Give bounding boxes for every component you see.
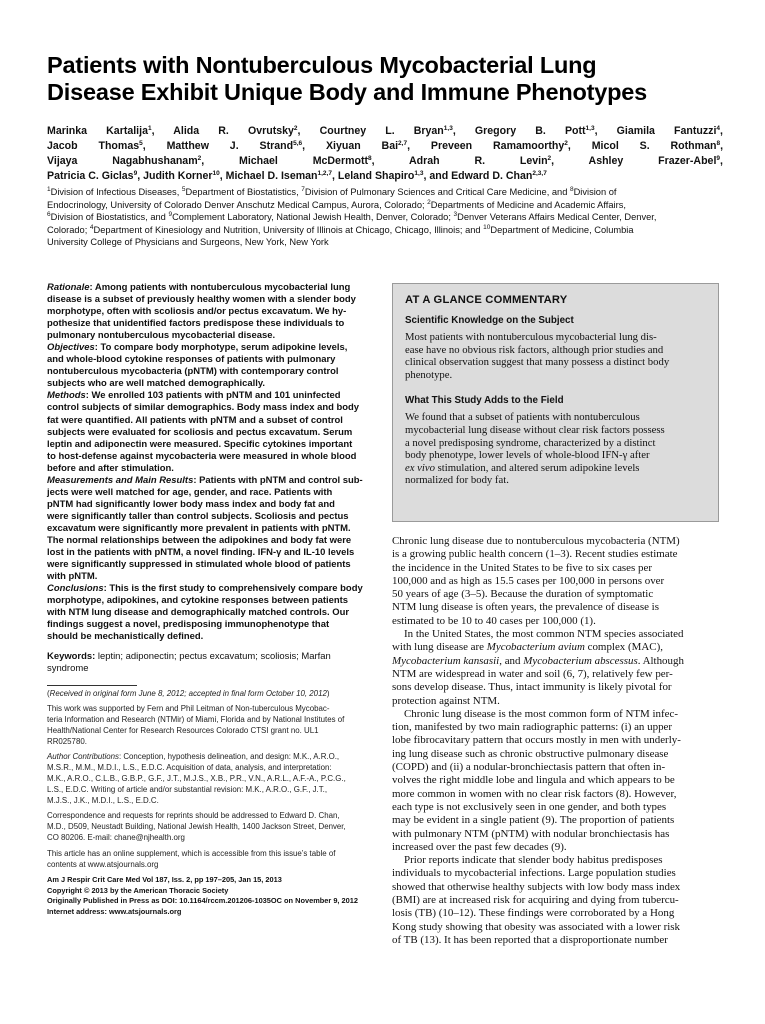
text-run: : Patients with pNTM and control sub- bbox=[193, 474, 363, 486]
text-line bbox=[47, 726, 363, 737]
author-affiliation-mark: 2 bbox=[547, 155, 552, 162]
text-run: control subjects of similar demographics. Body mass index and body bbox=[47, 402, 360, 414]
footnotes bbox=[47, 689, 363, 871]
text-line bbox=[47, 833, 363, 844]
body-paragraph bbox=[392, 628, 720, 708]
footnote-funding bbox=[47, 704, 363, 747]
text-run: fat were quantified. All patients with pNTM and a subset of control bbox=[47, 414, 343, 426]
author-name: Ashley Frazer-Abel bbox=[588, 155, 717, 167]
text-run: Kong study showing that obesity was associated with a lower risk bbox=[392, 920, 680, 933]
emphasis-text: Mycobacterium avium bbox=[486, 641, 585, 654]
text-line bbox=[392, 601, 720, 614]
text-line bbox=[405, 344, 706, 357]
text-line bbox=[47, 523, 363, 535]
text-run: This article has an online supplement, which is accessible from this issue’s table of bbox=[47, 848, 336, 858]
article-title bbox=[47, 52, 727, 106]
affiliation-text: Division of Biostatistics, and bbox=[50, 212, 169, 223]
text-run: M.D., D509, Neustadt Building, National Jewish Health, 1400 Jackson Street, Denver, bbox=[47, 822, 346, 832]
text-run: mycobacterial lung disease without clear risk factors possess bbox=[405, 423, 665, 436]
emphasis-text: Author Contributions bbox=[47, 752, 119, 762]
text-run: with NTM lung disease and demographically matched controls. Our bbox=[47, 607, 350, 619]
emphasis-text: Measurements and Main Results bbox=[47, 474, 194, 486]
text-run: Chronic lung disease is the most common form of NTM infec- bbox=[404, 707, 678, 720]
affiliation-text: Division of Infectious Diseases, bbox=[50, 187, 182, 197]
author-name: Gregory B. Pott bbox=[474, 125, 586, 137]
affiliation-text: Colorado; bbox=[47, 224, 90, 235]
emphasis-text: Mycobacterium abscessus bbox=[523, 654, 638, 667]
affiliation-mark: 2 bbox=[427, 198, 431, 206]
text-run: 50 years of age (3–5). Because the duration of symptomatic bbox=[392, 588, 654, 601]
affiliation-text: Departments of Medicine and Academic Affairs, bbox=[430, 199, 626, 210]
text-run: excavatum were significantly more prevalent in patients with pNTM. bbox=[47, 522, 351, 534]
title-line: Patients with Nontuberculous Mycobacterial Lung bbox=[47, 52, 597, 78]
emphasis-text: Methods bbox=[47, 390, 86, 402]
author-name: and Edward D. Chan bbox=[429, 170, 533, 182]
text-run: of TB (13). It has been reported that a disproportionate number bbox=[392, 933, 668, 946]
author-name: Courtney L. Bryan bbox=[319, 125, 444, 137]
text-line bbox=[47, 785, 363, 796]
author-affiliation-mark: 2 bbox=[564, 140, 568, 147]
glance-paragraph bbox=[405, 411, 706, 487]
author-name: Alida R. Ovrutsky bbox=[173, 125, 294, 137]
text-line bbox=[47, 318, 363, 330]
text-run: : Among patients with nontuberculous mycobacterial lung bbox=[89, 282, 351, 293]
text-run: volves the right middle lobe and lingula and which appears to be bbox=[392, 774, 675, 787]
affiliation-text: University College of Physicians and Surgeons, New York, New York bbox=[47, 237, 329, 248]
text-line bbox=[47, 774, 363, 785]
affiliation-line bbox=[47, 236, 723, 249]
text-run: NTM are widespread in water and soil (6, 7), relatively few per- bbox=[392, 667, 673, 680]
title-line: Disease Exhibit Unique Body and Immune Phenotypes bbox=[47, 79, 648, 105]
author-affiliation-mark: 9 bbox=[716, 155, 721, 162]
text-line bbox=[405, 449, 706, 462]
author-affiliation-mark: 1,3 bbox=[414, 170, 424, 177]
at-a-glance-box bbox=[392, 283, 719, 522]
author-name: Jacob Thomas bbox=[47, 140, 140, 152]
glance-heading: AT A GLANCE COMMENTARY bbox=[405, 294, 568, 306]
text-run: , and bbox=[499, 654, 524, 667]
text-run: normalized for body fat. bbox=[405, 474, 509, 487]
keywords-label: Keywords: bbox=[47, 651, 96, 663]
text-line bbox=[392, 841, 720, 854]
author-affiliation-mark: 1,2,7 bbox=[317, 170, 332, 177]
author-affiliation-mark: 1,3 bbox=[585, 125, 595, 132]
text-line bbox=[47, 547, 363, 559]
text-run: Most patients with nontuberculous mycobacterial lung dis- bbox=[405, 331, 657, 343]
author-affiliation-mark: 5,6 bbox=[293, 140, 303, 147]
text-run: pNTM had significantly lower body mass index and body fat and bbox=[47, 498, 335, 510]
affiliation-mark: 10 bbox=[483, 223, 491, 231]
affiliation-mark: 3 bbox=[453, 211, 458, 219]
text-line bbox=[405, 474, 706, 487]
affiliation-mark: 8 bbox=[569, 186, 574, 193]
text-line bbox=[392, 548, 720, 561]
text-run: sons develop disease. Thus, intact immunity is likely pivotal for bbox=[392, 681, 672, 694]
affiliation-mark: 1 bbox=[47, 186, 51, 193]
keywords-text: leptin; adiponectin; pectus excavatum; scoliosis; Marfan bbox=[95, 651, 331, 663]
text-line bbox=[392, 934, 720, 947]
text-run: morphotype, adipokines, and cytokine responses between patients bbox=[47, 595, 349, 607]
text-run: to host-defense against mycobacteria were measured in whole blood bbox=[47, 450, 357, 462]
text-run: pulmonary nontuberculous mycobacterial disease. bbox=[47, 330, 276, 342]
author-name: Judith Korner bbox=[143, 170, 213, 182]
text-line bbox=[47, 451, 363, 463]
text-run: were significantly suppressed in stimulated whole blood of patients bbox=[47, 559, 351, 571]
footnote-supplement bbox=[47, 849, 363, 871]
author-affiliation-mark: 1,3 bbox=[443, 125, 453, 132]
author-line: Vijaya Nagabhushanam$^2$, Michael McDermott$^8$, Adrah R. Levin$^2$, Ashley Frazer-Abel$^9$, bbox=[47, 155, 723, 167]
affiliation-mark: 7 bbox=[301, 186, 305, 193]
text-run: : To compare body morphotype, serum adipokine levels, bbox=[94, 342, 348, 354]
text-line bbox=[47, 619, 363, 631]
text-line bbox=[47, 427, 363, 439]
text-line bbox=[47, 559, 363, 571]
text-run: M.K., A.R.O., C.L.B., G.B.P., G.F., J.T., M.J.S., X.B., P.R., V.N., A.R.L., A.F.-A., P.C.G., bbox=[47, 774, 346, 784]
text-line bbox=[392, 801, 720, 814]
text-run: contents at www.atsjournals.org bbox=[47, 859, 159, 869]
text-run: NTM lung disease is often years, the prevalence of disease is bbox=[392, 601, 659, 614]
text-line bbox=[47, 487, 363, 499]
text-line bbox=[47, 752, 363, 763]
author-affiliation-mark: 1 bbox=[147, 125, 152, 132]
text-run: with pNTM. bbox=[47, 571, 98, 583]
affiliation-text: Division of bbox=[573, 187, 617, 197]
affiliation-line bbox=[47, 186, 723, 199]
citation-journal: Am J Respir Crit Care Med Vol 187, Iss. 2, pp 197–205, Jan 15, 2013 bbox=[47, 875, 282, 885]
text-line bbox=[47, 415, 363, 427]
affiliation-mark: 4 bbox=[89, 223, 94, 231]
text-run: CO 80206. E-mail: chane@njhealth.org bbox=[47, 833, 185, 843]
emphasis-text: Rationale bbox=[47, 282, 90, 293]
text-line bbox=[392, 668, 720, 681]
text-line bbox=[47, 607, 363, 619]
text-line bbox=[47, 306, 363, 318]
text-line bbox=[47, 715, 363, 726]
text-run: is a growing public health concern (1–3). Recent studies estimate bbox=[392, 548, 678, 561]
keywords-text: syndrome bbox=[47, 663, 89, 675]
text-line bbox=[405, 437, 706, 450]
text-run: nontuberculous mycobacteria (pNTM) with contemporary control bbox=[47, 366, 339, 378]
text-line bbox=[47, 763, 363, 774]
author-line: Jacob Thomas$^5$, Matthew J. Strand$^{5,6}$, Xiyuan Bai$^{2,7}$, Preveen Ramamoorthy$^2$, Micol S. Rothman$^8$, bbox=[47, 140, 724, 152]
text-run: 100,000 and as high as 15.5 cases per 100,000 in persons over bbox=[392, 574, 665, 587]
author-affiliation-mark: 8 bbox=[368, 155, 372, 162]
affiliation-text: Department of Kinesiology and Nutrition, University of Illinois at Chicago, Chicago, Illinois; and bbox=[93, 224, 484, 235]
text-run: losis (TB) (10–12). These findings were corroborated by a Hong bbox=[392, 907, 675, 920]
text-run: L.S., E.D.C. Writing of article and/or substantial revision: M.K., A.R.O., G.F., J.T., bbox=[47, 784, 328, 794]
text-run: individuals to mycobacterial infections. Large population studies bbox=[392, 867, 676, 880]
author-name: Xiyuan Bai bbox=[325, 140, 399, 152]
author-name: Vijaya Nagabhushanam bbox=[47, 155, 198, 167]
footnote-received bbox=[47, 689, 363, 700]
text-run: disease is a subset of previously healthy women with a slender body bbox=[47, 294, 356, 306]
body-text bbox=[392, 535, 720, 947]
text-line bbox=[47, 499, 363, 511]
author-affiliation-mark: 2 bbox=[293, 125, 298, 132]
text-run: : This is the first study to comprehensively compare body bbox=[103, 583, 363, 595]
text-run: Correspondence and requests for reprints should be addressed to Edward D. Chan, bbox=[47, 811, 340, 821]
author-name: Leland Shapiro bbox=[337, 170, 415, 182]
author-name: Matthew J. Strand bbox=[166, 140, 294, 152]
emphasis-text: Mycobacterium kansasii bbox=[392, 654, 500, 667]
text-run: phenotype. bbox=[405, 368, 453, 381]
author-affiliation-mark: 4 bbox=[716, 125, 721, 132]
author-affiliation-mark: 2,7 bbox=[398, 140, 408, 147]
text-line bbox=[405, 411, 706, 424]
text-run: ) bbox=[326, 688, 330, 698]
text-line bbox=[47, 390, 363, 402]
text-line bbox=[405, 462, 706, 475]
text-run: lobe fibrocavitary pattern that occurs mostly in men with underly- bbox=[392, 734, 681, 747]
text-line bbox=[47, 463, 363, 475]
text-run: estimated to be 10 to 40 cases per 100,000 (1). bbox=[392, 614, 596, 627]
affiliation-text: Division of Pulmonary Sciences and Critical Care Medicine, and bbox=[304, 187, 570, 197]
affiliation-text: Denver Veterans Affairs Medical Center, Denver, bbox=[457, 212, 657, 223]
footnote-correspondence bbox=[47, 811, 363, 843]
text-line bbox=[392, 748, 720, 761]
text-line bbox=[47, 583, 363, 595]
text-line bbox=[47, 849, 363, 860]
text-run: Health/National Center for Research Resources Colorado CTSI grant no. UL1 bbox=[47, 725, 319, 735]
emphasis-text: Received in original form June 8, 2012; accepted in final form October 10, 2012 bbox=[49, 688, 327, 698]
text-line bbox=[392, 881, 720, 894]
footnote-divider bbox=[47, 685, 137, 686]
text-line bbox=[392, 615, 720, 628]
glance-subheading: What This Study Adds to the Field bbox=[405, 395, 564, 407]
text-line bbox=[47, 822, 363, 833]
text-line bbox=[392, 761, 720, 774]
text-line bbox=[392, 894, 720, 907]
body-paragraph bbox=[392, 854, 720, 947]
text-line bbox=[47, 535, 363, 547]
author-affiliation-mark: 5 bbox=[139, 140, 143, 147]
affiliation-text: Endocrinology, University of Colorado Denver Anschutz Medical Campus, Aurora, Colorado; bbox=[47, 199, 428, 210]
author-name: Preveen Ramamoorthy bbox=[430, 140, 565, 152]
text-line bbox=[392, 828, 720, 841]
left-column bbox=[47, 282, 363, 917]
text-run: ing lung disease such as chronic obstructive pulmonary disease bbox=[392, 747, 669, 760]
text-line bbox=[392, 854, 720, 867]
text-run: ( bbox=[47, 688, 50, 698]
text-line bbox=[47, 366, 363, 378]
author-affiliation-mark: 2,3,7 bbox=[532, 170, 547, 177]
text-run: morphotype, often with scoliosis and/or pectus excavatum. We hy- bbox=[47, 306, 347, 318]
text-line bbox=[47, 511, 363, 523]
text-line bbox=[47, 737, 363, 748]
text-run: The normal relationships between the adipokines and body fat were bbox=[47, 534, 352, 546]
text-run: : We enrolled 103 patients with pNTM and 101 uninfected bbox=[85, 390, 341, 402]
text-run: more common in women with no clear risk factors (8). However, bbox=[392, 787, 677, 800]
text-line bbox=[47, 294, 363, 306]
text-line bbox=[392, 535, 720, 548]
author-affiliation-mark: 2 bbox=[197, 155, 202, 162]
text-line bbox=[47, 631, 363, 643]
abstract bbox=[47, 282, 363, 643]
text-line bbox=[392, 575, 720, 588]
text-line bbox=[405, 369, 706, 382]
text-line bbox=[392, 628, 720, 641]
footnote-contributions bbox=[47, 752, 363, 806]
text-run: Chronic lung disease due to nontuberculous mycobacteria (NTM) bbox=[392, 535, 680, 547]
text-line bbox=[392, 734, 720, 747]
author-name: Michael McDermott bbox=[239, 155, 369, 167]
affiliation-mark: 9 bbox=[168, 211, 173, 219]
text-run: clinical observation suggest that many possess a distinct body bbox=[405, 356, 670, 369]
text-run: complex (MAC), bbox=[584, 641, 663, 654]
text-run: leptin and adiponectin were measured. Specific cytokines important bbox=[47, 438, 353, 450]
affiliation-text: Complement Laboratory, National Jewish Health, Denver, Colorado; bbox=[172, 212, 454, 223]
text-line bbox=[392, 814, 720, 827]
text-line bbox=[47, 796, 363, 807]
affiliation-line bbox=[47, 199, 723, 212]
text-line bbox=[392, 695, 720, 708]
text-line bbox=[47, 282, 363, 294]
author-affiliation-mark: 8 bbox=[716, 140, 721, 147]
text-run: We found that a subset of patients with nontuberculous bbox=[405, 411, 640, 424]
author-name: Patricia C. Giclas bbox=[47, 170, 134, 182]
affiliation-text: Department of Biostatistics, bbox=[185, 187, 302, 197]
text-line bbox=[47, 354, 363, 366]
text-line bbox=[392, 588, 720, 601]
text-line bbox=[47, 378, 363, 390]
text-run: M.J.S., J.K., M.D.I., L.S., E.D.C. bbox=[47, 795, 159, 805]
text-line bbox=[405, 424, 706, 437]
body-paragraph bbox=[392, 535, 720, 628]
text-run: were significantly taller than control subjects. Scoliosis and pectus bbox=[47, 510, 349, 522]
glance-paragraph bbox=[405, 331, 706, 381]
citation-block bbox=[47, 875, 363, 917]
text-line bbox=[405, 331, 706, 344]
text-run: may be evident in a single patient (9). The proportion of patients bbox=[392, 814, 675, 827]
text-run: increased over the past few decades (9). bbox=[392, 840, 567, 853]
author-list bbox=[47, 124, 723, 184]
text-run: tion, manifested by two main radiographic patterns: (i) an upper bbox=[392, 721, 673, 734]
author-affiliation-mark: 10 bbox=[212, 170, 220, 177]
affiliation-mark: 6 bbox=[47, 211, 51, 219]
text-run: with pulmonary NTM (pNTM) with nodular bronchiectasis has bbox=[392, 827, 670, 840]
citation-doi: Originally Published in Press as DOI: 10.1164/rccm.201206-1035OC on November 9, 2012 bbox=[47, 896, 358, 906]
text-run: a novel predisposing syndrome, characterized by a distinct bbox=[405, 436, 656, 449]
text-run: body phenotype, lower levels of whole-blood IFN-γ after bbox=[405, 449, 650, 462]
glance-subheading: Scientific Knowledge on the Subject bbox=[405, 315, 574, 326]
text-line bbox=[47, 475, 363, 487]
text-run: teria Information and Research (NTMir) of Miami, Florida and by National Institutes of bbox=[47, 715, 345, 725]
text-run: RR025780. bbox=[47, 736, 87, 746]
text-line bbox=[392, 907, 720, 920]
text-line bbox=[392, 721, 720, 734]
citation-copyright: Copyright © 2013 by the American Thoracic Society bbox=[47, 885, 229, 895]
text-run: In the United States, the most common NTM species associated bbox=[404, 628, 684, 641]
text-run: jects were well matched for age, gender, and race. Patients with bbox=[47, 486, 333, 498]
author-line: Marinka Kartalija$^1$, Alida R. Ovrutsky$^2$, Courtney L. Bryan$^{1,3}$, Gregory B. Pott$^{1,3}$, Giamila Fantuzzi$^4$, bbox=[47, 125, 723, 137]
text-run: with lung disease are bbox=[392, 641, 487, 654]
text-line bbox=[47, 439, 363, 451]
glance-spacer bbox=[405, 381, 706, 395]
body-paragraph bbox=[392, 708, 720, 854]
text-run: should be mechanistically defined. bbox=[47, 631, 204, 643]
text-line bbox=[392, 788, 720, 801]
text-run: showed that otherwise healthy subjects with low body mass index bbox=[392, 880, 681, 893]
text-run: and whole-blood cytokine responses of patients with pulmonary bbox=[47, 354, 336, 366]
text-run: subjects were evaluated for scoliosis and pectus excavatum. Serum bbox=[47, 426, 353, 438]
author-line: Patricia C. Giclas$^9$, Judith Korner$^{10}$, Michael D. Iseman$^{1,2,7}$, Leland Shapiro$^{1,3}$, and Edward D. Chan$^{2,3,7}$ bbox=[47, 170, 547, 182]
text-run: (COPD) and (ii) a nodular-bronchiectasis pattern that often in- bbox=[392, 761, 666, 774]
text-run: each type is not exclusively seen in one gender, and both types bbox=[392, 800, 667, 813]
text-run: : Conception, hypothesis delineation, and design: M.K., A.R.O., bbox=[118, 752, 340, 762]
text-run: ease have no obvious risk factors, although prior studies and bbox=[405, 343, 664, 356]
emphasis-text: ex vivo bbox=[405, 461, 435, 474]
emphasis-text: Objectives bbox=[47, 342, 95, 354]
author-name: Marinka Kartalija bbox=[47, 125, 148, 137]
text-run: the incidence in the United States to be five to six cases per bbox=[392, 561, 652, 574]
affiliation-line bbox=[47, 211, 723, 224]
text-run: subjects who are well matched demographically. bbox=[47, 378, 266, 390]
text-line bbox=[392, 655, 720, 668]
text-line bbox=[47, 811, 363, 822]
text-line bbox=[47, 342, 363, 354]
text-run: This work was supported by Fern and Phil Leitman of Non-tuberculous Mycobac- bbox=[47, 704, 330, 714]
text-line bbox=[392, 708, 720, 721]
text-run: stimulation, and altered serum adipokine levels bbox=[434, 461, 640, 474]
text-line bbox=[392, 774, 720, 787]
text-run: Prior reports indicate that slender body habitus predisposes bbox=[404, 854, 663, 867]
affiliation-mark: 5 bbox=[181, 186, 186, 193]
author-name: Micol S. Rothman bbox=[591, 140, 717, 152]
keywords bbox=[47, 651, 363, 675]
text-line bbox=[47, 860, 363, 871]
text-run: findings suggest a novel, predisposing immunophenotype that bbox=[47, 619, 330, 631]
text-line bbox=[392, 867, 720, 880]
emphasis-text: Conclusions bbox=[47, 583, 104, 595]
text-run: . Although bbox=[637, 654, 684, 667]
text-line bbox=[405, 356, 706, 369]
author-name: Adrah R. Levin bbox=[409, 155, 548, 167]
citation-internet: Internet address: www.atsjournals.org bbox=[47, 906, 182, 916]
text-line bbox=[47, 595, 363, 607]
affiliation-text: Department of Medicine, Columbia bbox=[490, 224, 634, 235]
text-line bbox=[47, 402, 363, 414]
text-run: lost in the patients with pNTM, a novel finding. IFN-γ and IL-10 levels bbox=[47, 547, 355, 559]
author-name: Michael D. Iseman bbox=[225, 170, 318, 182]
text-line bbox=[47, 704, 363, 715]
text-line bbox=[392, 921, 720, 934]
text-run: protection against NTM. bbox=[392, 694, 500, 707]
text-line bbox=[392, 681, 720, 694]
affiliation-line bbox=[47, 224, 723, 237]
author-name: Giamila Fantuzzi bbox=[616, 125, 717, 137]
text-line bbox=[392, 641, 720, 654]
text-line bbox=[47, 571, 363, 583]
text-line bbox=[47, 689, 363, 700]
affiliations bbox=[47, 186, 723, 249]
text-line bbox=[392, 562, 720, 575]
text-run: (BMI) are at increased risk for acquiring and dying from tubercu- bbox=[392, 894, 679, 907]
text-run: M.S.R., M.M., M.D.I., L.S., E.D.C. Acquisition of data, analysis, and interpretation: bbox=[47, 763, 332, 773]
text-line bbox=[47, 330, 363, 342]
author-affiliation-mark: 9 bbox=[133, 170, 138, 177]
text-run: before and after stimulation. bbox=[47, 462, 174, 474]
text-run: pothesize that unidentified factors predispose these individuals to bbox=[47, 318, 345, 330]
